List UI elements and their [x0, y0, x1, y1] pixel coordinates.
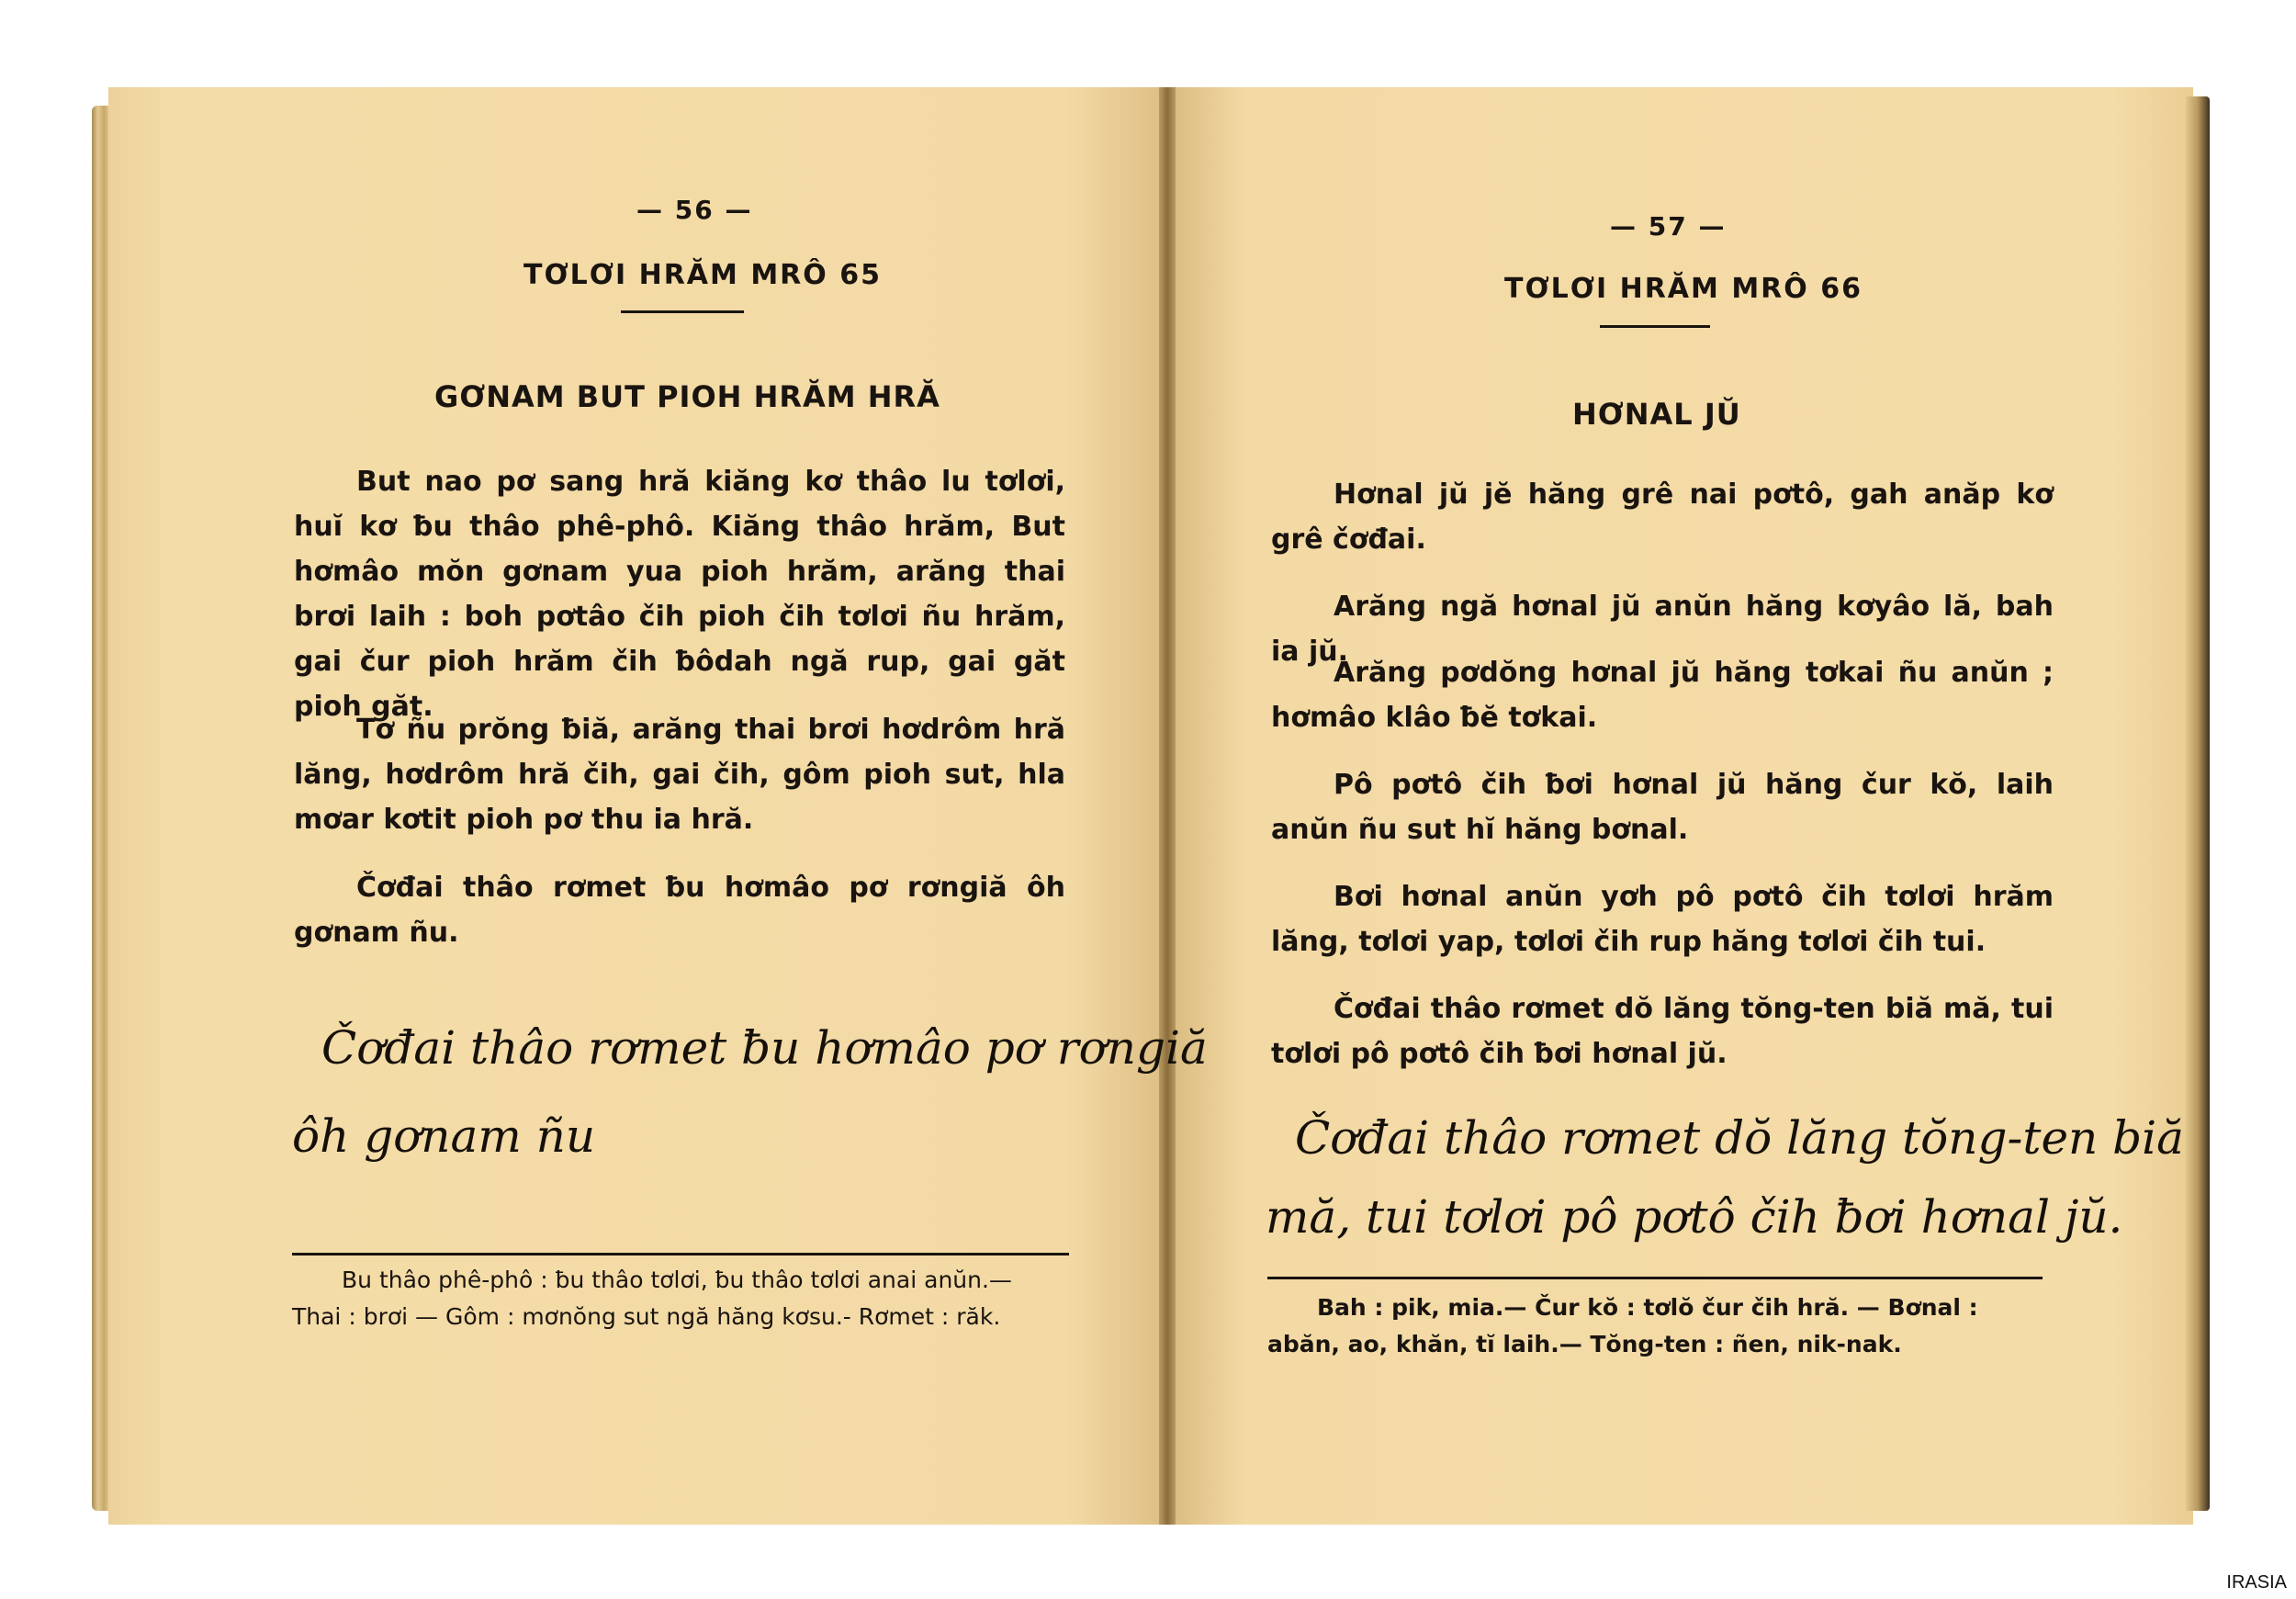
left-footnote-2: Thai : brơi — Gôm : mơnŏng sut ngă hăng kơsu.- Rơmet : răk. [292, 1303, 1001, 1330]
left-handwriting-line-1: Čơđai thâo rơmet ƀu hơmâo pơ rơngiă [321, 1021, 1208, 1075]
book-right-edge [2186, 96, 2210, 1511]
right-footnote-2: abăn, ao, khăn, tĭ laih.— Tŏng-ten : ñen, nik-nak. [1267, 1331, 1902, 1357]
left-page-number: — 56 — [636, 195, 753, 225]
right-paragraph-6: Čơđai thâo rơmet dŏ lăng tŏng-ten biă mă, tui tơlơi pô pơtô čih ƀơi hơnal jŭ. [1271, 993, 2054, 1070]
left-paragraph-3: Čơđai thâo rơmet ƀu hơmâo pơ rơngiă ôh gơnam ñu. [294, 872, 1065, 949]
right-paragraph-2: Arăng ngă hơnal jŭ anŭn hăng kơyâo lă, bah ia jŭ. [1271, 591, 2054, 668]
left-lesson-title: TƠLƠI HRĂM MRÔ 65 [523, 259, 882, 291]
watermark-label: IRASIA [2226, 1572, 2287, 1593]
left-section-heading: GƠNAM BUT PIOH HRĂM HRĂ [434, 379, 940, 414]
left-title-rule [621, 310, 744, 313]
right-footnote-1: Bah : pik, mia.— Čur kŏ : tơlŏ čur čih hră. — Bơnal : [1317, 1294, 1978, 1321]
left-footnote-rule [292, 1253, 1069, 1256]
right-lesson-title: TƠLƠI HRĂM MRÔ 66 [1504, 273, 1863, 305]
book-gutter [1159, 87, 1176, 1525]
right-title-rule [1600, 325, 1710, 328]
right-footnote-rule [1267, 1277, 2043, 1279]
left-handwriting-line-2: ôh gơnam ñu [292, 1109, 596, 1163]
left-paragraph-1: But nao pơ sang hră kiăng kơ thâo lu tơlơi, huĭ kơ ƀu thâo phê-phô. Kiăng thâo hrăm, But hơmâo mŏn gơnam yua pioh hrăm, arăng thai brơi laih : boh pơtâo čih pioh čih tơlơi ñu hrăm, gai čur pioh hrăm čih ƀôdah ngă rup, gai găt pioh găt. [294, 466, 1065, 723]
left-paragraph-2: Tơ ñu prŏng ƀiă, arăng thai brơi hơdrôm hră lăng, hơdrôm hră čih, gai čih, gôm pioh sut, hla mơar kơtit pioh pơ thu ia hră. [294, 714, 1065, 836]
right-paragraph-1: Hơnal jŭ jĕ hăng grê nai pơtô, gah anăp kơ grê čơđai. [1271, 479, 2054, 556]
right-handwriting-line-2: mă, tui tơlơi pô pơtô čih ƀơi hơnal jŭ. [1266, 1190, 2123, 1244]
right-page-number: — 57 — [1610, 211, 1727, 242]
right-paragraph-3: Arăng pơdŏng hơnal jŭ hăng tơkai ñu anŭn ; hơmâo klâo ƀĕ tơkai. [1271, 657, 2054, 734]
right-paragraph-5: Bơi hơnal anŭn yơh pô pơtô čih tơlơi hrăm lăng, tơlơi yap, tơlơi čih rup hăng tơlơi čih tui. [1271, 881, 2054, 958]
right-handwriting-line-1: Čơđai thâo rơmet dŏ lăng tŏng-ten biă [1295, 1111, 2184, 1165]
right-section-heading: HƠNAL JŬ [1572, 397, 1741, 432]
right-paragraph-4: Pô pơtô čih ƀơi hơnal jŭ hăng čur kŏ, laih anŭn ñu sut hĭ hăng bơnal. [1271, 769, 2054, 846]
left-footnote-1: Bu thâo phê-phô : ƀu thâo tơlơi, ƀu thâo tơlơi anai anŭn.— [342, 1267, 1012, 1293]
book-left-edge [92, 106, 110, 1511]
